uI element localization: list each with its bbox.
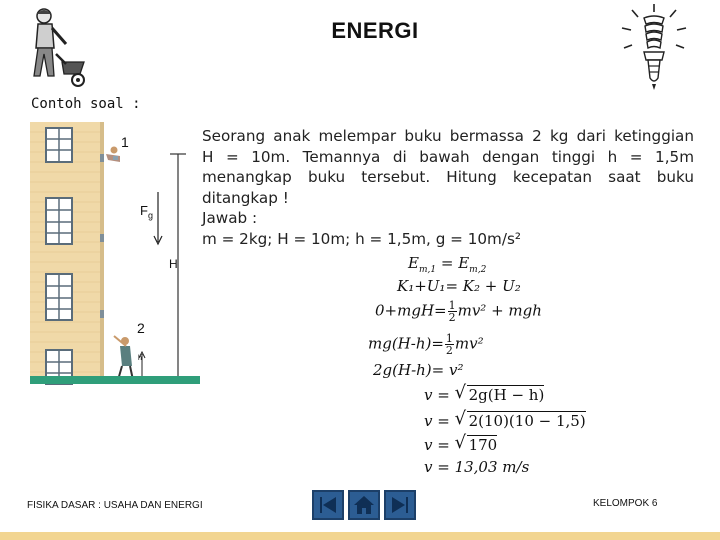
equation-3: 0+mgH= $\frac{1}{2}$ mv² + mgh: [375, 299, 542, 324]
footer-group: KELOMPOK 6: [593, 498, 658, 509]
home-button[interactable]: [348, 490, 380, 520]
building-illustration: [30, 122, 200, 390]
footer-course-title: FISIKA DASAR : USAHA DAN ENERGI: [27, 500, 203, 511]
example-heading: Contoh soal :: [31, 96, 141, 112]
equation-4: mg(H-h)= $\frac{1}{2}$ mv²: [368, 332, 484, 357]
problem-line-2: H = 10m. Temannya di bawah dengan tinggi h = 1,5m: [202, 147, 694, 166]
given-values: m = 2kg; H = 10m; h = 1,5m, g = 10m/s²: [202, 229, 521, 248]
equation-9: v = 13,03 m/s: [424, 458, 530, 476]
equation-2: K₁+U₁= K₂ + U₂: [397, 277, 521, 295]
problem-text: [202, 126, 694, 250]
height-h-label: h: [138, 355, 142, 362]
ground: [30, 376, 200, 384]
worker-wheelbarrow-icon: [26, 6, 88, 88]
problem-line-4: ditangkap !: [202, 188, 289, 207]
thrower-person: [111, 147, 118, 154]
bottom-bar: [0, 532, 720, 540]
gravity-force-label: $F_g$: [140, 203, 153, 221]
problem-line-3: menangkap buku tersebut. Hitung kecepatan saat buku: [202, 168, 694, 187]
light-bulb-icon: [618, 2, 690, 96]
height-H-label: H: [169, 257, 178, 271]
previous-button[interactable]: [312, 490, 344, 520]
next-icon: [386, 492, 414, 518]
point-2-label: 2: [137, 320, 145, 336]
equation-7: v = √ 2(10)(10 − 1,5): [424, 408, 586, 430]
page-title: ENERGI: [331, 18, 419, 43]
equation-5: 2g(H-h)= v²: [373, 361, 464, 379]
equation-6: v = √ 2g(H − h): [424, 382, 545, 404]
equation-1: $E_{m,1} = E_{m,2}$: [408, 254, 487, 275]
previous-icon: [314, 492, 342, 518]
point-1-label: 1: [121, 134, 129, 150]
home-icon: [350, 492, 378, 518]
equation-8: v = √ 170: [424, 432, 498, 454]
problem-line-1: Seorang anak melempar buku bermassa 2 kg dari ketinggian: [202, 127, 694, 145]
answer-heading: Jawab :: [202, 209, 258, 228]
next-button[interactable]: [384, 490, 416, 520]
